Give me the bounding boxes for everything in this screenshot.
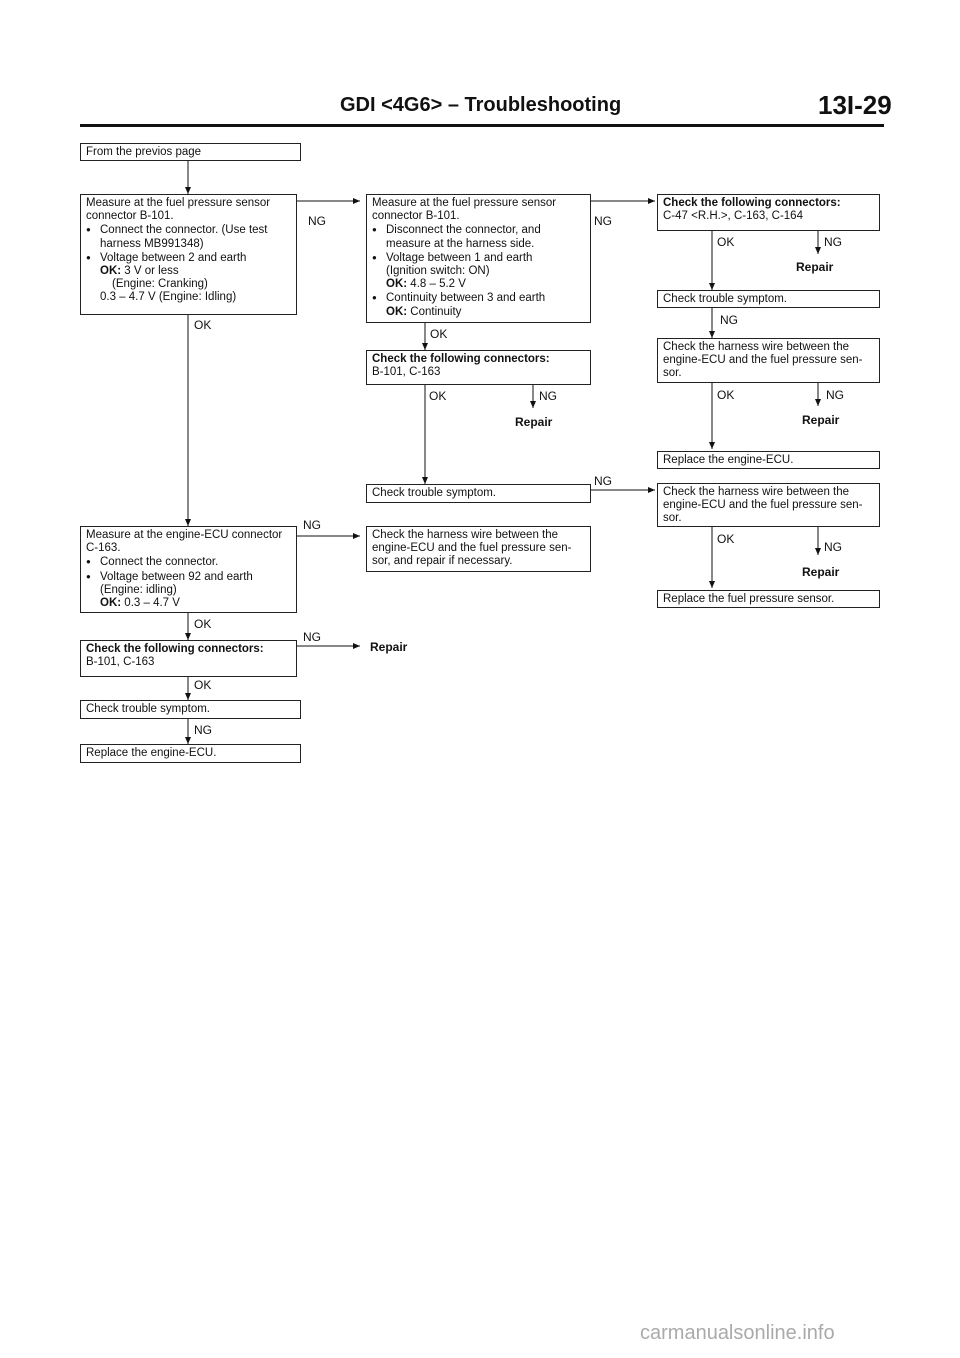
ok-label: OK — [194, 617, 212, 631]
ok-label: OK — [429, 389, 447, 403]
ng-label: NG — [303, 630, 321, 644]
check-harness-wire-repair-box: Check the harness wire between the engine-ECU and the fuel pressure sen-sor, and repair if necessary. — [366, 526, 591, 572]
ok-label: OK — [717, 388, 735, 402]
check-connectors-box-3: Check the following connectors: C-47 <R.H.>, C-163, C-164 — [657, 194, 880, 231]
check-connectors-box-2: Check the following connectors: B-101, C-163 — [366, 350, 591, 385]
ng-label: NG — [594, 214, 612, 228]
ok-label: OK — [194, 318, 212, 332]
replace-engine-ecu-box-1: Replace the engine-ECU. — [80, 744, 301, 763]
ng-label: NG — [824, 540, 842, 554]
page-number: 13I-29 — [818, 90, 892, 120]
check-harness-wire-box-1: Check the harness wire between the engine-ECU and the fuel pressure sen-sor. — [657, 338, 880, 383]
measure-fuel-sensor-harness-box: Measure at the fuel pressure sensor connector B-101. ● Disconnect the connector, and measure at the harness side. ● Voltage between 1 and earth (Ignition switch: ON) OK: 4.8 – 5.2 V ● Continuity between 3 and earth OK: Continuity — [366, 194, 591, 323]
ng-label: NG — [539, 389, 557, 403]
check-connectors-box-1: Check the following connectors: B-101, C-163 — [80, 640, 297, 677]
ng-label: NG — [720, 313, 738, 327]
check-trouble-symptom-box-2: Check trouble symptom. — [366, 484, 591, 503]
check-trouble-symptom-box-3: Check trouble symptom. — [657, 290, 880, 308]
ok-label: OK — [717, 235, 735, 249]
ng-label: NG — [308, 214, 326, 228]
repair-label: Repair — [802, 565, 840, 579]
watermark: carmanualsonline.info — [640, 1322, 835, 1344]
measure-fuel-sensor-connector-box: Measure at the fuel pressure sensor connector B-101. ● Connect the connector. (Use test harness MB991348) ● Voltage between 2 and earth OK: 3 V or less (Engine: Cranking) 0.3 – 4.7 V (Engine: Idling) — [80, 194, 297, 315]
check-trouble-symptom-box-1: Check trouble symptom. — [80, 700, 301, 719]
repair-label: Repair — [802, 413, 840, 427]
replace-fuel-pressure-sensor-box: Replace the fuel pressure sensor. — [657, 590, 880, 608]
repair-label: Repair — [515, 415, 553, 429]
replace-engine-ecu-box-2: Replace the engine-ECU. — [657, 451, 880, 469]
repair-label: Repair — [370, 640, 408, 654]
ng-label: NG — [303, 518, 321, 532]
ng-label: NG — [594, 474, 612, 488]
ok-label: OK — [194, 678, 212, 692]
measure-engine-ecu-connector-box: Measure at the engine-ECU connector C-163. ● Connect the connector. ● Voltage between 92 and earth (Engine: idling) OK: 0.3 – 4.7 V — [80, 526, 297, 613]
ng-label: NG — [826, 388, 844, 402]
repair-label: Repair — [796, 260, 834, 274]
page-title: GDI <4G6> – Troubleshooting — [340, 94, 622, 116]
check-harness-wire-box-2: Check the harness wire between the engine-ECU and the fuel pressure sen-sor. — [657, 483, 880, 527]
ng-label: NG — [194, 723, 212, 737]
ok-label: OK — [717, 532, 735, 546]
ng-label: NG — [824, 235, 842, 249]
ok-label: OK — [430, 327, 448, 341]
from-previous-page-box: From the previos page — [80, 143, 301, 161]
